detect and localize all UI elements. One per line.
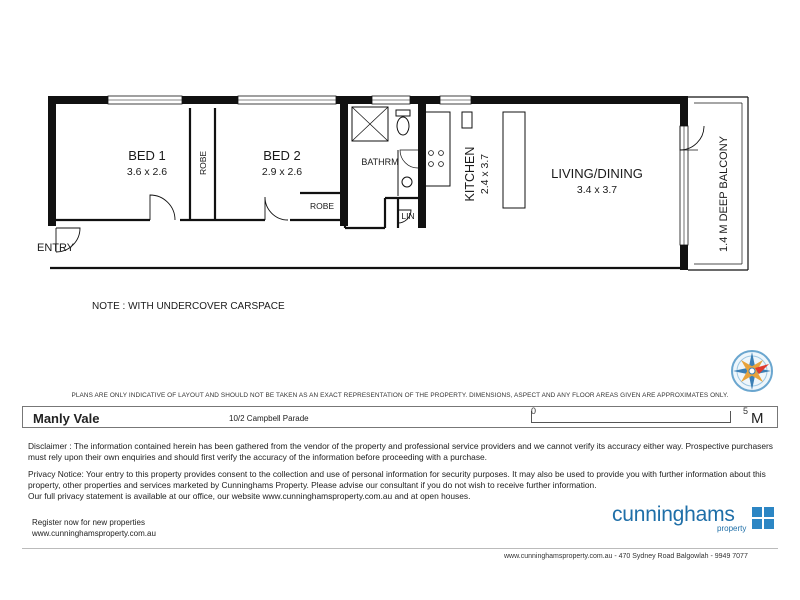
bed1-size: 3.6 x 2.6 (126, 166, 168, 178)
scale-bar (531, 411, 731, 423)
compass-rose-icon (732, 351, 772, 391)
scale-end-label: 5 (743, 406, 749, 416)
privacy-statement: Our full privacy statement is available at our office, our website www.cunninghamsproperty.com.au and at open houses. (28, 491, 471, 501)
scale-start-label: 0 (531, 406, 537, 416)
bed1-label: BED 1 (128, 148, 166, 163)
disclaimer-text: Disclaimer : The information contained herein has been gathered from the vendor of the property and professional service providers and we cannot verify its accuracy either way. Prospective purchasers must rely upon their own enquiries and should first verify the accuracy of the information before proceeding with a purchase. (28, 441, 773, 462)
robe2-label: ROBE (309, 201, 335, 211)
linen-label: LIN (401, 211, 415, 221)
plan-disclaimer: PLANS ARE ONLY INDICATIVE OF LAYOUT AND SHOULD NOT BE TAKEN AS AN EXACT REPRESENTATION OF THE PROPERTY. DIMENSIONS, ASPECT AND ANY FLOOR AREAS GIVEN ARE APPROXIMATES ONLY. (71, 392, 729, 399)
kitchen-label: KITCHEN (463, 146, 477, 202)
kitchen-size: 2.4 x 3.7 (479, 153, 491, 195)
bed2-label: BED 2 (263, 148, 301, 163)
register-block (32, 517, 156, 539)
living-label: LIVING/DINING (551, 166, 643, 181)
balcony-label: 1.4 M DEEP BALCONY (718, 136, 730, 252)
property-address: 10/2 Campbell Parade (229, 414, 309, 423)
living-size: 3.4 x 3.7 (576, 184, 618, 196)
brand-logo-text: cunninghams (612, 503, 735, 526)
brand-squares-icon (752, 507, 774, 529)
footer-contact: www.cunninghamsproperty.com.au - 470 Sydney Road Balgowlah - 9949 7077 (504, 553, 748, 560)
suburb-name: Manly Vale (33, 411, 100, 426)
carspace-note: NOTE : WITH UNDERCOVER CARSPACE (92, 301, 285, 312)
scale-unit-label: M (751, 410, 764, 427)
brand-logo-subtext: property (717, 524, 747, 533)
privacy-notice: Privacy Notice: Your entry to this property provides consent to the collection and use of personal information for security purposes. It may also be used to provide you with further information about this property, other properties and services marketed by Cunninghams Property. Please advise our consultant if you do not wish to receive further information. (28, 469, 766, 490)
register-text: Register now for new properties (32, 518, 145, 527)
bathroom-label: BATHRM (361, 157, 399, 167)
robe1-label: ROBE (198, 150, 208, 176)
footer-divider (22, 548, 778, 549)
property-info-bar (22, 406, 778, 428)
bed2-size: 2.9 x 2.6 (261, 166, 303, 178)
entry-label: ENTRY (37, 242, 75, 254)
register-url[interactable]: www.cunninghamsproperty.com.au (32, 529, 156, 538)
